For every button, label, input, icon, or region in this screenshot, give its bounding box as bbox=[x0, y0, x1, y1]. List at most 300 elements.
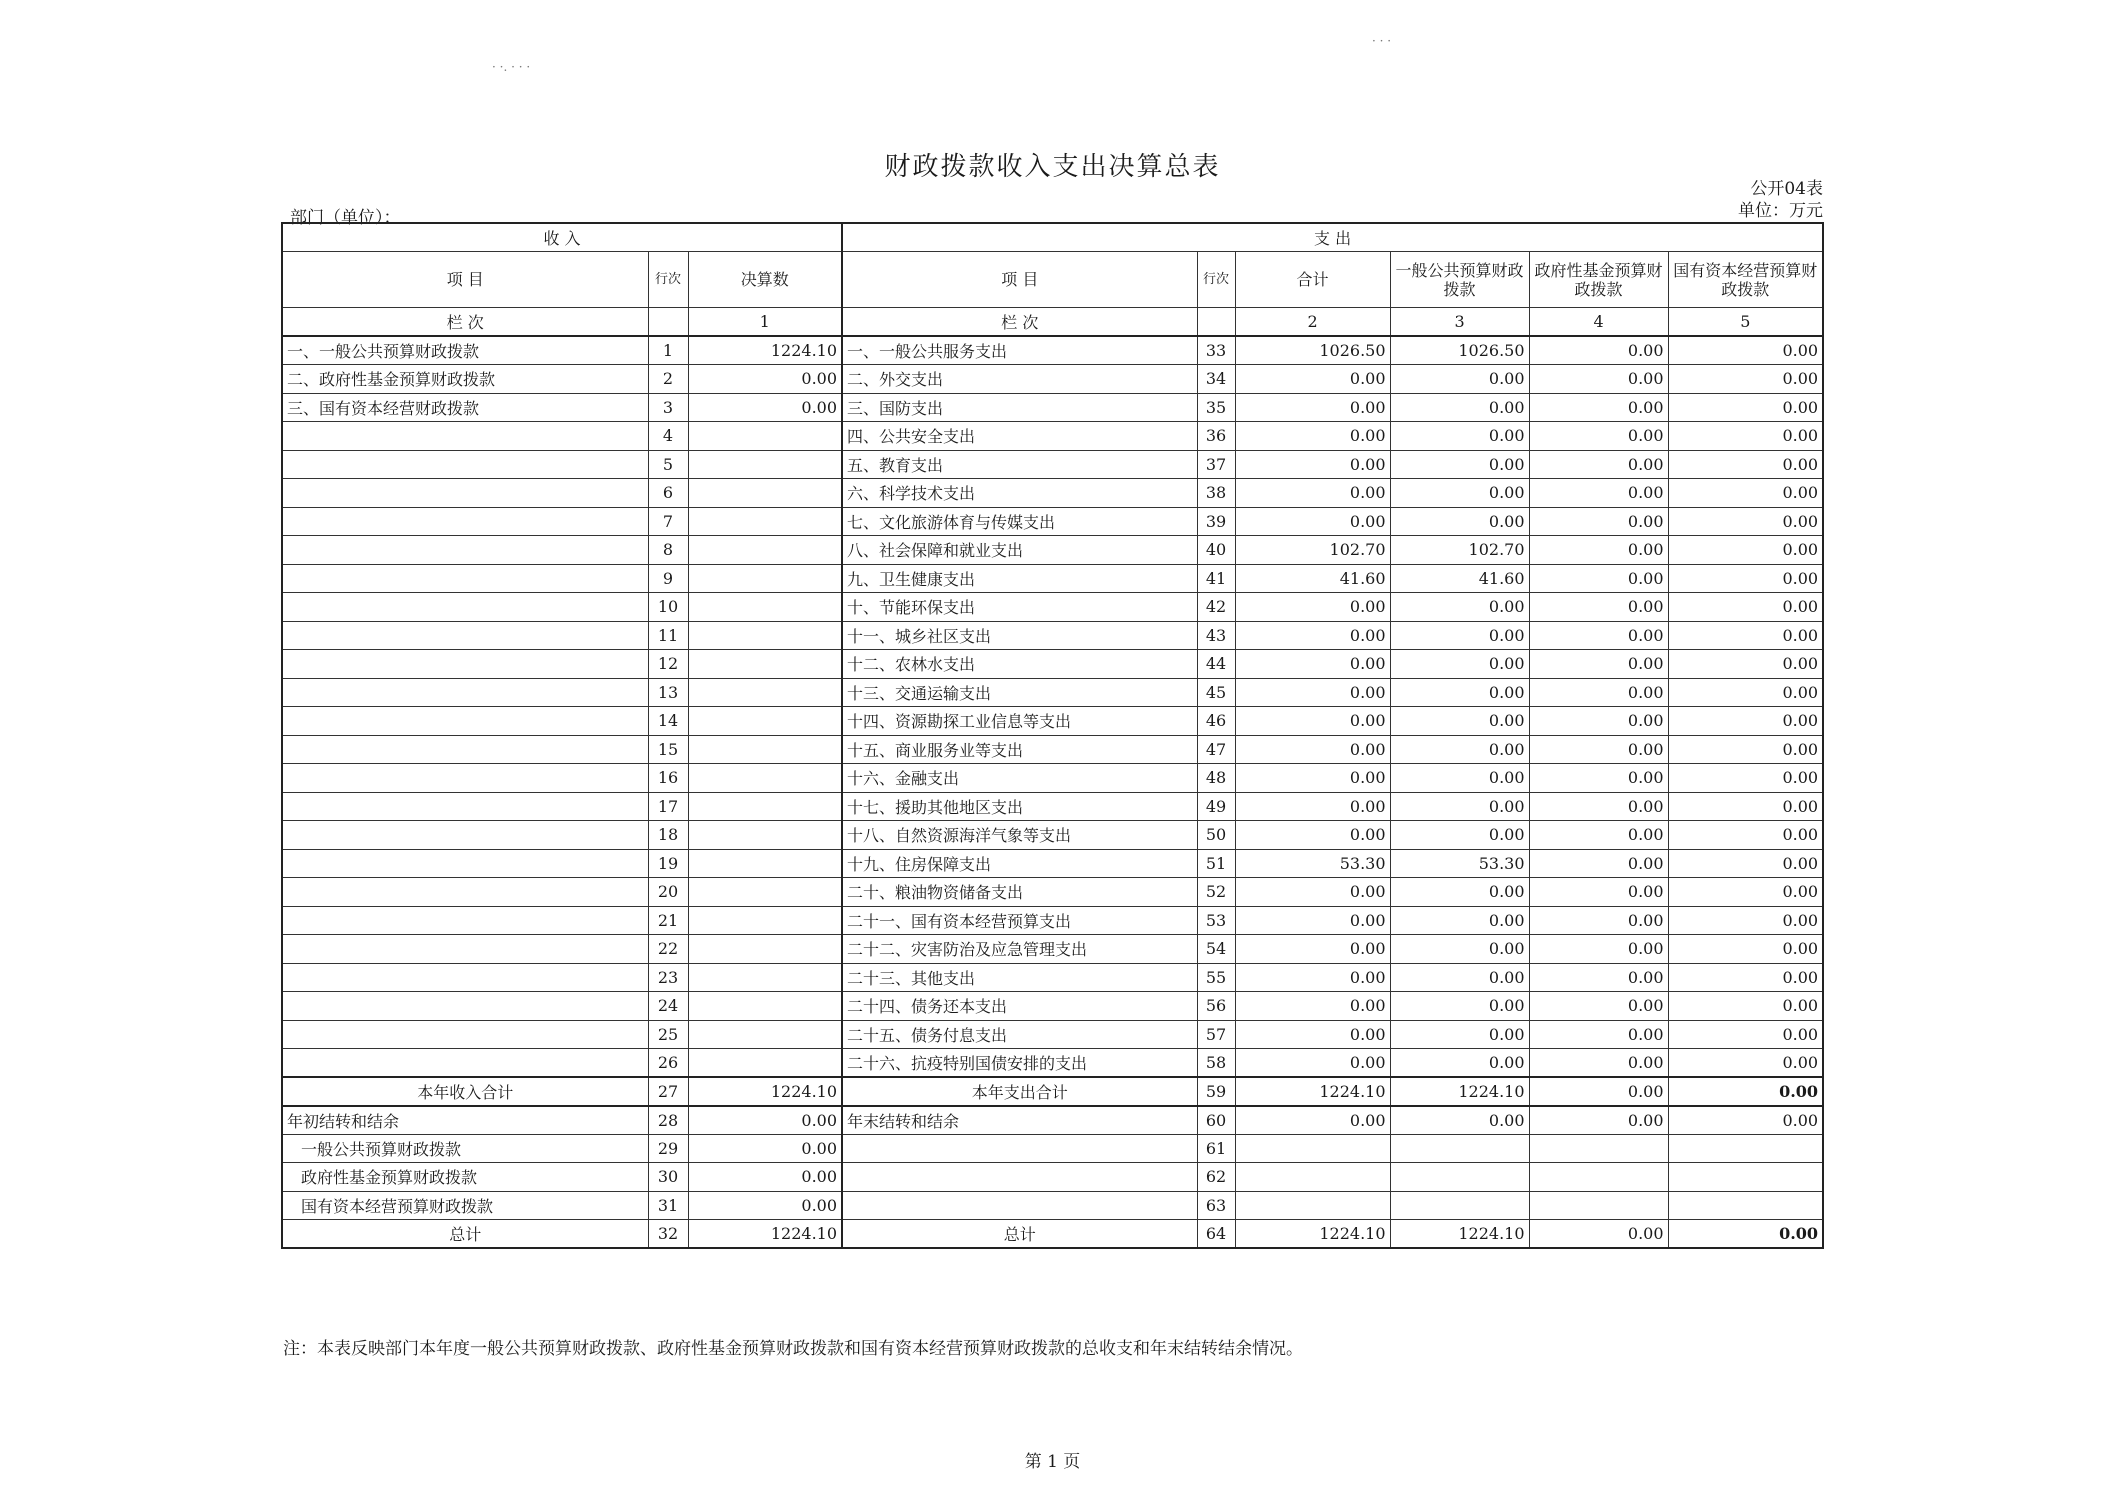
total-cell: 0.00 bbox=[1235, 935, 1390, 964]
state-capital-cell: 0.00 bbox=[1668, 564, 1823, 593]
general-budget-cell: 102.70 bbox=[1390, 536, 1529, 565]
income-value-cell bbox=[688, 878, 842, 907]
gov-fund-cell: 0.00 bbox=[1529, 507, 1668, 536]
income-item-cell bbox=[282, 507, 648, 536]
income-item-cell: 一、一般公共预算财政拨款 bbox=[282, 336, 648, 365]
gov-fund-cell: 0.00 bbox=[1529, 1106, 1668, 1135]
income-row-no-cell: 29 bbox=[648, 1134, 688, 1163]
expense-row-no-cell: 64 bbox=[1197, 1220, 1235, 1249]
table-row bbox=[282, 422, 1823, 451]
header-row-columns bbox=[282, 252, 1823, 308]
total-cell bbox=[1235, 1163, 1390, 1192]
general-budget-cell: 0.00 bbox=[1390, 821, 1529, 850]
general-budget-cell: 0.00 bbox=[1390, 479, 1529, 508]
expense-row-no-cell: 42 bbox=[1197, 593, 1235, 622]
general-budget-cell: 41.60 bbox=[1390, 564, 1529, 593]
gov-fund-header: 政府性基金预算财政拨款 bbox=[1529, 252, 1668, 308]
table-row bbox=[282, 393, 1823, 422]
table-row bbox=[282, 1134, 1823, 1163]
gov-fund-cell: 0.00 bbox=[1529, 422, 1668, 451]
state-capital-header: 国有资本经营预算财政拨款 bbox=[1668, 252, 1823, 308]
expense-lanci-label: 栏 次 bbox=[842, 308, 1197, 337]
header-row-column-numbers bbox=[282, 308, 1823, 337]
general-budget-cell: 0.00 bbox=[1390, 906, 1529, 935]
income-value-cell: 0.00 bbox=[688, 1163, 842, 1192]
table-row bbox=[282, 849, 1823, 878]
table-row bbox=[282, 707, 1823, 736]
total-cell: 0.00 bbox=[1235, 507, 1390, 536]
gov-fund-cell: 0.00 bbox=[1529, 1049, 1668, 1078]
state-capital-cell: 0.00 bbox=[1668, 1077, 1823, 1106]
gov-fund-cell: 0.00 bbox=[1529, 735, 1668, 764]
table-row bbox=[282, 992, 1823, 1021]
expense-item-cell: 二十三、其他支出 bbox=[842, 963, 1197, 992]
income-value-cell: 1224.10 bbox=[688, 1220, 842, 1249]
state-capital-cell: 0.00 bbox=[1668, 621, 1823, 650]
income-row-no-cell: 26 bbox=[648, 1049, 688, 1078]
general-budget-cell: 0.00 bbox=[1390, 422, 1529, 451]
income-lanci-blank bbox=[648, 308, 688, 337]
col-num-2: 2 bbox=[1235, 308, 1390, 337]
expense-item-cell: 十九、住房保障支出 bbox=[842, 849, 1197, 878]
expense-row-no-cell: 58 bbox=[1197, 1049, 1235, 1078]
gov-fund-cell: 0.00 bbox=[1529, 536, 1668, 565]
table-row bbox=[282, 963, 1823, 992]
general-budget-cell: 0.00 bbox=[1390, 365, 1529, 394]
total-cell: 0.00 bbox=[1235, 963, 1390, 992]
total-cell: 1224.10 bbox=[1235, 1077, 1390, 1106]
total-cell: 0.00 bbox=[1235, 450, 1390, 479]
general-budget-header: 一般公共预算财政拨款 bbox=[1390, 252, 1529, 308]
expense-item-cell: 六、科学技术支出 bbox=[842, 479, 1197, 508]
expense-row-no-cell: 62 bbox=[1197, 1163, 1235, 1192]
scan-specks-left: · ·. · · · bbox=[492, 60, 531, 74]
expense-item-cell: 十八、自然资源海洋气象等支出 bbox=[842, 821, 1197, 850]
expense-item-header: 项 目 bbox=[842, 252, 1197, 308]
income-row-no-cell: 13 bbox=[648, 678, 688, 707]
gov-fund-cell: 0.00 bbox=[1529, 992, 1668, 1021]
state-capital-cell: 0.00 bbox=[1668, 1106, 1823, 1135]
income-row-no-cell: 31 bbox=[648, 1191, 688, 1220]
col-num-3: 3 bbox=[1390, 308, 1529, 337]
income-value-cell bbox=[688, 707, 842, 736]
expense-row-no-cell: 46 bbox=[1197, 707, 1235, 736]
table-row bbox=[282, 450, 1823, 479]
income-row-no-cell: 28 bbox=[648, 1106, 688, 1135]
income-row-no-cell: 22 bbox=[648, 935, 688, 964]
income-value-cell bbox=[688, 935, 842, 964]
general-budget-cell: 0.00 bbox=[1390, 593, 1529, 622]
general-budget-cell: 0.00 bbox=[1390, 992, 1529, 1021]
income-value-cell bbox=[688, 507, 842, 536]
income-value-cell bbox=[688, 564, 842, 593]
state-capital-cell: 0.00 bbox=[1668, 650, 1823, 679]
gov-fund-cell: 0.00 bbox=[1529, 678, 1668, 707]
income-row-no-cell: 6 bbox=[648, 479, 688, 508]
income-value-cell bbox=[688, 906, 842, 935]
expense-item-cell: 十三、交通运输支出 bbox=[842, 678, 1197, 707]
income-value-cell bbox=[688, 479, 842, 508]
income-value-cell: 0.00 bbox=[688, 1191, 842, 1220]
gov-fund-cell: 0.00 bbox=[1529, 849, 1668, 878]
scan-specks-right: · · · bbox=[1372, 34, 1392, 48]
state-capital-cell: 0.00 bbox=[1668, 450, 1823, 479]
expense-row-no-cell: 52 bbox=[1197, 878, 1235, 907]
expense-item-cell: 十四、资源勘探工业信息等支出 bbox=[842, 707, 1197, 736]
footnote: 注：本表反映部门本年度一般公共预算财政拨款、政府性基金预算财政拨款和国有资本经营预算财政拨款的总收支和年末结转结余情况。 bbox=[283, 1339, 1303, 1359]
table-row bbox=[282, 1163, 1823, 1192]
gov-fund-cell bbox=[1529, 1134, 1668, 1163]
general-budget-cell bbox=[1390, 1134, 1529, 1163]
general-budget-cell: 0.00 bbox=[1390, 678, 1529, 707]
expense-item-cell: 十一、城乡社区支出 bbox=[842, 621, 1197, 650]
income-value-cell: 1224.10 bbox=[688, 336, 842, 365]
state-capital-cell: 0.00 bbox=[1668, 593, 1823, 622]
expense-item-cell: 十七、援助其他地区支出 bbox=[842, 792, 1197, 821]
gov-fund-cell: 0.00 bbox=[1529, 450, 1668, 479]
total-cell: 0.00 bbox=[1235, 735, 1390, 764]
expense-item-cell bbox=[842, 1134, 1197, 1163]
income-row-no-cell: 23 bbox=[648, 963, 688, 992]
table-row bbox=[282, 678, 1823, 707]
income-value-cell bbox=[688, 422, 842, 451]
state-capital-cell: 0.00 bbox=[1668, 1049, 1823, 1078]
state-capital-cell: 0.00 bbox=[1668, 507, 1823, 536]
general-budget-cell: 0.00 bbox=[1390, 650, 1529, 679]
income-value-cell bbox=[688, 963, 842, 992]
income-value-cell: 0.00 bbox=[688, 1134, 842, 1163]
general-budget-cell: 1224.10 bbox=[1390, 1077, 1529, 1106]
income-item-header: 项 目 bbox=[282, 252, 648, 308]
income-row-no-header: 行次 bbox=[648, 252, 688, 308]
table-row bbox=[282, 1191, 1823, 1220]
total-cell: 1224.10 bbox=[1235, 1220, 1390, 1249]
general-budget-cell: 0.00 bbox=[1390, 764, 1529, 793]
budget-table bbox=[281, 222, 1824, 1249]
total-cell: 0.00 bbox=[1235, 479, 1390, 508]
income-item-cell: 政府性基金预算财政拨款 bbox=[282, 1163, 648, 1192]
expense-item-cell: 二、外交支出 bbox=[842, 365, 1197, 394]
general-budget-cell: 0.00 bbox=[1390, 707, 1529, 736]
gov-fund-cell: 0.00 bbox=[1529, 365, 1668, 394]
expense-item-cell: 四、公共安全支出 bbox=[842, 422, 1197, 451]
gov-fund-cell: 0.00 bbox=[1529, 821, 1668, 850]
income-item-cell bbox=[282, 450, 648, 479]
expense-row-no-cell: 40 bbox=[1197, 536, 1235, 565]
total-cell: 0.00 bbox=[1235, 1020, 1390, 1049]
income-value-cell bbox=[688, 1020, 842, 1049]
income-row-no-cell: 32 bbox=[648, 1220, 688, 1249]
department-label: 部门（单位）： bbox=[290, 208, 401, 228]
general-budget-cell: 0.00 bbox=[1390, 1106, 1529, 1135]
income-item-cell: 年初结转和结余 bbox=[282, 1106, 648, 1135]
gov-fund-cell: 0.00 bbox=[1529, 1077, 1668, 1106]
total-cell: 53.30 bbox=[1235, 849, 1390, 878]
income-row-no-cell: 20 bbox=[648, 878, 688, 907]
income-value-cell bbox=[688, 1049, 842, 1078]
table-row bbox=[282, 507, 1823, 536]
income-item-cell bbox=[282, 593, 648, 622]
income-item-cell bbox=[282, 849, 648, 878]
total-cell: 0.00 bbox=[1235, 792, 1390, 821]
income-value-cell bbox=[688, 593, 842, 622]
total-cell: 0.00 bbox=[1235, 707, 1390, 736]
gov-fund-cell bbox=[1529, 1191, 1668, 1220]
income-row-no-cell: 19 bbox=[648, 849, 688, 878]
expense-row-no-cell: 36 bbox=[1197, 422, 1235, 451]
general-budget-cell: 1224.10 bbox=[1390, 1220, 1529, 1249]
expense-item-cell: 九、卫生健康支出 bbox=[842, 564, 1197, 593]
state-capital-cell: 0.00 bbox=[1668, 707, 1823, 736]
gov-fund-cell: 0.00 bbox=[1529, 593, 1668, 622]
expense-row-no-cell: 56 bbox=[1197, 992, 1235, 1021]
expense-item-cell: 二十五、债务付息支出 bbox=[842, 1020, 1197, 1049]
expense-item-cell: 五、教育支出 bbox=[842, 450, 1197, 479]
col-num-4: 4 bbox=[1529, 308, 1668, 337]
header-row-sections bbox=[282, 223, 1823, 252]
general-budget-cell: 0.00 bbox=[1390, 393, 1529, 422]
expense-row-no-cell: 50 bbox=[1197, 821, 1235, 850]
total-cell: 0.00 bbox=[1235, 878, 1390, 907]
state-capital-cell: 0.00 bbox=[1668, 336, 1823, 365]
form-code: 公开04表 bbox=[1750, 179, 1823, 199]
income-row-no-cell: 30 bbox=[648, 1163, 688, 1192]
expense-row-no-cell: 48 bbox=[1197, 764, 1235, 793]
expense-header: 支 出 bbox=[842, 223, 1823, 252]
income-item-cell bbox=[282, 422, 648, 451]
expense-row-no-cell: 49 bbox=[1197, 792, 1235, 821]
gov-fund-cell: 0.00 bbox=[1529, 792, 1668, 821]
income-row-no-cell: 4 bbox=[648, 422, 688, 451]
income-item-cell: 总计 bbox=[282, 1220, 648, 1249]
expense-row-no-cell: 35 bbox=[1197, 393, 1235, 422]
state-capital-cell: 0.00 bbox=[1668, 1220, 1823, 1249]
income-value-cell: 0.00 bbox=[688, 1106, 842, 1135]
state-capital-cell: 0.00 bbox=[1668, 992, 1823, 1021]
total-cell: 0.00 bbox=[1235, 422, 1390, 451]
table-row bbox=[282, 1077, 1823, 1106]
income-value-cell bbox=[688, 849, 842, 878]
unit-label: 单位：万元 bbox=[1738, 201, 1823, 221]
gov-fund-cell: 0.00 bbox=[1529, 336, 1668, 365]
page-number: 第 1 页 bbox=[1024, 1452, 1081, 1472]
income-row-no-cell: 15 bbox=[648, 735, 688, 764]
income-item-cell bbox=[282, 536, 648, 565]
income-item-cell bbox=[282, 821, 648, 850]
expense-item-cell: 二十一、国有资本经营预算支出 bbox=[842, 906, 1197, 935]
income-value-cell bbox=[688, 792, 842, 821]
expense-item-cell: 七、文化旅游体育与传媒支出 bbox=[842, 507, 1197, 536]
expense-row-no-cell: 55 bbox=[1197, 963, 1235, 992]
table-row bbox=[282, 593, 1823, 622]
income-item-cell bbox=[282, 678, 648, 707]
expense-row-no-cell: 45 bbox=[1197, 678, 1235, 707]
table-row bbox=[282, 821, 1823, 850]
total-cell: 0.00 bbox=[1235, 621, 1390, 650]
gov-fund-cell: 0.00 bbox=[1529, 764, 1668, 793]
income-row-no-cell: 27 bbox=[648, 1077, 688, 1106]
expense-row-no-cell: 53 bbox=[1197, 906, 1235, 935]
expense-item-cell: 二十四、债务还本支出 bbox=[842, 992, 1197, 1021]
income-row-no-cell: 11 bbox=[648, 621, 688, 650]
table-row bbox=[282, 336, 1823, 365]
total-cell: 0.00 bbox=[1235, 593, 1390, 622]
expense-row-no-cell: 59 bbox=[1197, 1077, 1235, 1106]
table-row bbox=[282, 906, 1823, 935]
income-value-cell bbox=[688, 821, 842, 850]
general-budget-cell: 0.00 bbox=[1390, 621, 1529, 650]
gov-fund-cell: 0.00 bbox=[1529, 650, 1668, 679]
expense-row-no-cell: 57 bbox=[1197, 1020, 1235, 1049]
expense-row-no-cell: 38 bbox=[1197, 479, 1235, 508]
total-cell: 102.70 bbox=[1235, 536, 1390, 565]
expense-row-no-cell: 34 bbox=[1197, 365, 1235, 394]
expense-item-cell: 十二、农林水支出 bbox=[842, 650, 1197, 679]
state-capital-cell: 0.00 bbox=[1668, 878, 1823, 907]
income-item-cell bbox=[282, 963, 648, 992]
table-row bbox=[282, 1220, 1823, 1249]
state-capital-cell bbox=[1668, 1134, 1823, 1163]
income-item-cell: 三、国有资本经营财政拨款 bbox=[282, 393, 648, 422]
gov-fund-cell: 0.00 bbox=[1529, 963, 1668, 992]
income-row-no-cell: 21 bbox=[648, 906, 688, 935]
income-row-no-cell: 10 bbox=[648, 593, 688, 622]
income-item-cell bbox=[282, 878, 648, 907]
income-value-cell bbox=[688, 678, 842, 707]
expense-row-no-cell: 33 bbox=[1197, 336, 1235, 365]
state-capital-cell: 0.00 bbox=[1668, 393, 1823, 422]
income-value-cell bbox=[688, 536, 842, 565]
table-row bbox=[282, 735, 1823, 764]
income-row-no-cell: 3 bbox=[648, 393, 688, 422]
total-cell: 0.00 bbox=[1235, 992, 1390, 1021]
income-row-no-cell: 7 bbox=[648, 507, 688, 536]
table-row bbox=[282, 365, 1823, 394]
expense-item-cell: 十五、商业服务业等支出 bbox=[842, 735, 1197, 764]
state-capital-cell: 0.00 bbox=[1668, 849, 1823, 878]
income-item-cell: 本年收入合计 bbox=[282, 1077, 648, 1106]
income-value-cell bbox=[688, 650, 842, 679]
general-budget-cell bbox=[1390, 1163, 1529, 1192]
table-row bbox=[282, 764, 1823, 793]
expense-row-no-cell: 63 bbox=[1197, 1191, 1235, 1220]
table-row bbox=[282, 1020, 1823, 1049]
general-budget-cell: 0.00 bbox=[1390, 735, 1529, 764]
income-row-no-cell: 14 bbox=[648, 707, 688, 736]
gov-fund-cell: 0.00 bbox=[1529, 393, 1668, 422]
total-cell: 0.00 bbox=[1235, 1106, 1390, 1135]
gov-fund-cell: 0.00 bbox=[1529, 935, 1668, 964]
total-cell: 1026.50 bbox=[1235, 336, 1390, 365]
gov-fund-cell: 0.00 bbox=[1529, 479, 1668, 508]
income-item-cell bbox=[282, 1020, 648, 1049]
income-value-cell: 1224.10 bbox=[688, 1077, 842, 1106]
expense-item-cell: 年末结转和结余 bbox=[842, 1106, 1197, 1135]
income-item-cell bbox=[282, 1049, 648, 1078]
gov-fund-cell: 0.00 bbox=[1529, 878, 1668, 907]
expense-item-cell: 十、节能环保支出 bbox=[842, 593, 1197, 622]
expense-row-no-cell: 41 bbox=[1197, 564, 1235, 593]
general-budget-cell bbox=[1390, 1191, 1529, 1220]
expense-item-cell bbox=[842, 1191, 1197, 1220]
expense-item-cell: 本年支出合计 bbox=[842, 1077, 1197, 1106]
income-row-no-cell: 12 bbox=[648, 650, 688, 679]
income-row-no-cell: 2 bbox=[648, 365, 688, 394]
expense-row-no-cell: 54 bbox=[1197, 935, 1235, 964]
general-budget-cell: 53.30 bbox=[1390, 849, 1529, 878]
state-capital-cell: 0.00 bbox=[1668, 963, 1823, 992]
income-row-no-cell: 24 bbox=[648, 992, 688, 1021]
total-cell: 0.00 bbox=[1235, 650, 1390, 679]
income-value-cell bbox=[688, 764, 842, 793]
gov-fund-cell bbox=[1529, 1163, 1668, 1192]
income-item-cell bbox=[282, 621, 648, 650]
income-row-no-cell: 25 bbox=[648, 1020, 688, 1049]
income-item-cell bbox=[282, 650, 648, 679]
general-budget-cell: 1026.50 bbox=[1390, 336, 1529, 365]
state-capital-cell: 0.00 bbox=[1668, 735, 1823, 764]
total-cell bbox=[1235, 1134, 1390, 1163]
expense-lanci-blank bbox=[1197, 308, 1235, 337]
income-row-no-cell: 16 bbox=[648, 764, 688, 793]
total-cell: 0.00 bbox=[1235, 906, 1390, 935]
state-capital-cell: 0.00 bbox=[1668, 792, 1823, 821]
table-row bbox=[282, 536, 1823, 565]
income-item-cell bbox=[282, 992, 648, 1021]
total-cell: 41.60 bbox=[1235, 564, 1390, 593]
income-item-cell: 二、政府性基金预算财政拨款 bbox=[282, 365, 648, 394]
income-item-cell bbox=[282, 707, 648, 736]
gov-fund-cell: 0.00 bbox=[1529, 621, 1668, 650]
gov-fund-cell: 0.00 bbox=[1529, 1220, 1668, 1249]
table-row bbox=[282, 935, 1823, 964]
table-row bbox=[282, 1049, 1823, 1078]
state-capital-cell: 0.00 bbox=[1668, 365, 1823, 394]
expense-item-cell: 二十六、抗疫特别国债安排的支出 bbox=[842, 1049, 1197, 1078]
income-item-cell: 国有资本经营预算财政拨款 bbox=[282, 1191, 648, 1220]
expense-item-cell: 二十、粮油物资储备支出 bbox=[842, 878, 1197, 907]
income-item-cell bbox=[282, 764, 648, 793]
income-item-cell: 一般公共预算财政拨款 bbox=[282, 1134, 648, 1163]
state-capital-cell: 0.00 bbox=[1668, 678, 1823, 707]
table-row bbox=[282, 1106, 1823, 1135]
gov-fund-cell: 0.00 bbox=[1529, 1020, 1668, 1049]
total-cell: 0.00 bbox=[1235, 393, 1390, 422]
expense-item-cell: 三、国防支出 bbox=[842, 393, 1197, 422]
general-budget-cell: 0.00 bbox=[1390, 792, 1529, 821]
expense-item-cell: 十六、金融支出 bbox=[842, 764, 1197, 793]
income-row-no-cell: 8 bbox=[648, 536, 688, 565]
expense-row-no-cell: 43 bbox=[1197, 621, 1235, 650]
total-cell: 0.00 bbox=[1235, 764, 1390, 793]
income-value-cell bbox=[688, 735, 842, 764]
expense-row-no-cell: 37 bbox=[1197, 450, 1235, 479]
total-header: 合计 bbox=[1235, 252, 1390, 308]
gov-fund-cell: 0.00 bbox=[1529, 906, 1668, 935]
expense-row-no-cell: 39 bbox=[1197, 507, 1235, 536]
settlement-header: 决算数 bbox=[688, 252, 842, 308]
income-row-no-cell: 18 bbox=[648, 821, 688, 850]
expense-row-no-cell: 51 bbox=[1197, 849, 1235, 878]
total-cell: 0.00 bbox=[1235, 365, 1390, 394]
table-row bbox=[282, 621, 1823, 650]
general-budget-cell: 0.00 bbox=[1390, 878, 1529, 907]
income-lanci-label: 栏 次 bbox=[282, 308, 648, 337]
state-capital-cell bbox=[1668, 1191, 1823, 1220]
col-num-1: 1 bbox=[688, 308, 842, 337]
expense-row-no-cell: 47 bbox=[1197, 735, 1235, 764]
total-cell: 0.00 bbox=[1235, 821, 1390, 850]
